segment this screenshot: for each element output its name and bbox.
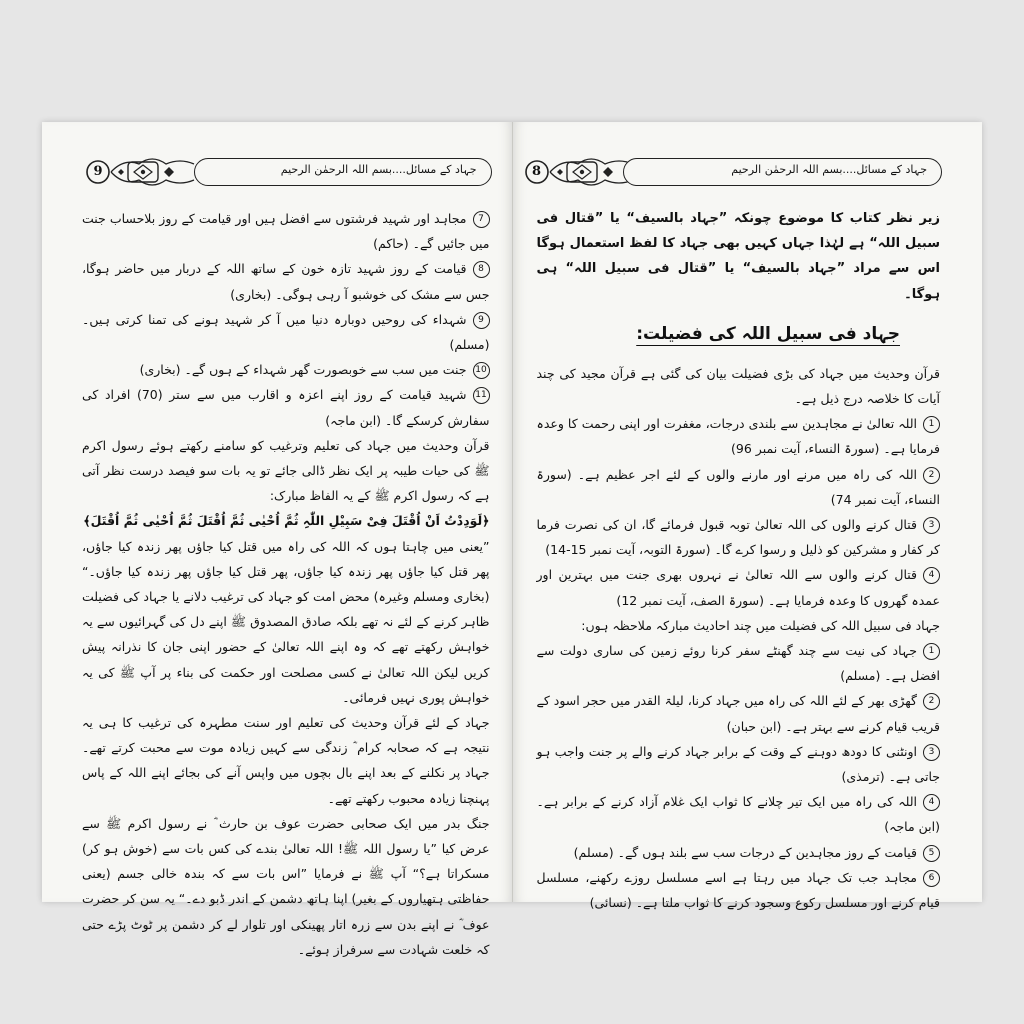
header-title: جہاد کے مسائل....بسم اللہ الرحمٰن الرحیم bbox=[731, 163, 927, 176]
item-text: قتال کرنے والوں سے اللہ تعالیٰ نے نہروں بھری جنت میں بہترین اور عمدہ گھروں کا وعدہ فرمایا ہے۔ (سورۃ الصف، آیت نمبر 12) bbox=[536, 567, 940, 608]
item-number: 5 bbox=[923, 845, 940, 862]
list-item bbox=[82, 307, 490, 357]
item-number: 2 bbox=[923, 467, 940, 484]
paragraph: جہاد فی سبیل اللہ کی فضیلت میں چند احادیث مبارکہ ملاحظہ ہوں: bbox=[581, 617, 940, 633]
intro-paragraph: زیر نظر کتاب کا موضوع چونکہ ”جہاد بالسیف“ یا ”قتال فی سبیل اللہ“ ہے لہٰذا جہاں کہیں بھی جہاد کا لفظ استعمال ہوگا اس سے مراد ”جہاد بالسیف“ یا ”قتال فی سبیل اللہ“ ہی ہوگا۔ bbox=[536, 211, 940, 302]
item-number: 2 bbox=[923, 693, 940, 710]
list-item bbox=[82, 382, 490, 432]
list-item bbox=[82, 357, 490, 382]
item-number: 6 bbox=[923, 870, 940, 887]
list-item bbox=[537, 462, 941, 512]
item-text: گھڑی بھر کے لئے اللہ کی راہ میں جہاد کرنا، لیلۃ القدر میں حجر اسود کے قریب قیام کرنے سے بہتر ہے۔ (ابن حبان) bbox=[536, 693, 940, 734]
arabic-quote: ﴿لَوَدِدْتُ اَنْ اُقْتَلَ فِیْ سَبِیْلِ اللّٰہِ ثُمَّ اُحْیٰی ثُمَّ اُقْتَلَ ثُمَّ اُحْیٰی ثُمَّ اُقْتَلَ﴾ bbox=[83, 513, 490, 529]
page-left bbox=[42, 122, 513, 957]
page-number: 8 bbox=[531, 164, 542, 179]
item-number: 7 bbox=[473, 211, 490, 228]
list-item bbox=[537, 638, 941, 688]
paragraph: جنگ بدر میں ایک صحابی حضرت عوف بن حارث ؓ نے رسول اکرم ﷺ سے عرض کیا ”یا رسول اللہ ﷺ! اللہ تعالیٰ بندے کی کس بات سے (خوش ہو کر) مسکراتا ہے؟“ آپ ﷺ نے فرمایا ”اس بات سے کہ بندہ خالی جسم (یعنی حفاظتی ہتھیاروں کے بغیر) اپنا ہاتھ دشمن کے اندر ڈبو دے۔“ یہ سن کر حضرت عوف ؓ نے اپنے بدن سے زرہ اتار پھینکی اور تلوار لے کر دشمن پر ٹوٹ پڑے حتی کہ خلعت شہادت سے سرفراز ہوئے۔ bbox=[82, 815, 490, 957]
list-item bbox=[537, 840, 941, 865]
list-item bbox=[537, 562, 941, 612]
section-title: جہاد فی سبیل اللہ کی فضیلت: bbox=[636, 323, 900, 344]
item-text: اللہ تعالیٰ نے مجاہدین سے بلندی درجات، مغفرت اور اپنی رحمت کا وعدہ فرمایا ہے۔ (سورۃ النساء، آیت نمبر 96) bbox=[536, 416, 940, 457]
item-text: شہداء کی روحیں دوبارہ دنیا میں آ کر شہید ہونے کی تمنا کرتی ہیں۔ (مسلم) bbox=[82, 311, 490, 353]
paragraph: ”یعنی میں چاہتا ہوں کہ اللہ کی راہ میں قتل کیا جاؤں پھر زندہ کیا جاؤں، پھر قتل کیا جاؤں پھر زندہ کیا جاؤں، پھر قتل کیا جاؤں پھر زندہ کیا جاؤں۔“ (بخاری ومسلم وغیرہ) محض امت کو جہاد کی ترغیب دلانے یا جہاد کی فضیلت ظاہر کرنے کے لئے نہ تھے بلکہ صادق المصدوق ﷺ اپنے دل کی گہرائیوں سے یہ خواہش رکھتے تھے کہ وہ اپنے اللہ تعالیٰ کے حضور اپنی جان کا نذرانہ پیش کریں لیکن اللہ تعالیٰ نے کسی مصلحت اور حکمت کی بناء پر آپ ﷺ کی یہ خواہش پوری نہیں فرمائی۔ bbox=[82, 538, 490, 705]
paragraph: قرآن وحدیث میں جہاد کی تعلیم وترغیب کو سامنے رکھتے ہوئے رسول اکرم ﷺ کی حیات طیبہ پر ایک نظر ڈالی جائے تو یہ بات سو فیصد درست نظر آتی ہے کہ رسول اکرم ﷺ کے یہ الفاظ مبارک: bbox=[82, 437, 490, 504]
header-banner bbox=[623, 158, 943, 186]
item-text: مجاہد اور شہید فرشتوں سے افضل ہیں اور قیامت کے روز بلاحساب جنت میں جائیں گے۔ (حاکم) bbox=[82, 211, 490, 252]
list-item bbox=[537, 789, 941, 839]
item-text: قیامت کے روز مجاہدین کے درجات سب سے بلند ہوں گے۔ (مسلم) bbox=[573, 844, 917, 860]
item-text: جہاد کی نیت سے چند گھنٹے سفر کرنا روئے زمین کی ساری دولت سے افضل ہے۔ (مسلم) bbox=[536, 643, 940, 684]
page-body bbox=[537, 206, 941, 915]
item-number: 4 bbox=[923, 794, 940, 811]
item-number: 1 bbox=[923, 416, 940, 433]
item-text: جنت میں سب سے خوبصورت گھر شہداء کے ہوں گے۔ (بخاری) bbox=[139, 362, 467, 378]
item-text: اونٹنی کا دودھ دوہنے کے وقت کے برابر جہاد کرنے والے پر جنت واجب ہو جاتی ہے۔ (ترمذی) bbox=[536, 743, 940, 785]
list-item bbox=[537, 865, 941, 915]
list-item bbox=[82, 256, 490, 306]
page-header bbox=[84, 150, 492, 196]
item-text: اللہ کی راہ میں ایک تیر چلانے کا ثواب ایک غلام آزاد کرنے کے برابر ہے۔ (ابن ماجہ) bbox=[536, 794, 940, 835]
header-title: جہاد کے مسائل....بسم اللہ الرحمٰن الرحیم bbox=[280, 163, 477, 176]
item-text: قیامت کے روز شہید تازہ خون کے ساتھ اللہ کے دربار میں حاضر ہوگا، جس سے مشک کی خوشبو آ رہی ہوگی۔ (بخاری) bbox=[82, 261, 490, 302]
item-number: 8 bbox=[473, 261, 490, 278]
item-number: 9 bbox=[473, 312, 490, 329]
item-number: 1 bbox=[923, 643, 940, 660]
header-banner bbox=[194, 158, 492, 186]
page-number: 9 bbox=[93, 164, 103, 179]
item-number: 4 bbox=[923, 567, 940, 584]
item-number: 10 bbox=[473, 362, 490, 379]
item-text: اللہ کی راہ میں مرنے اور مارنے والوں کے لئے اجر عظیم ہے۔ (سورۃ النساء، آیت نمبر 74) bbox=[536, 466, 940, 507]
list-item bbox=[537, 688, 941, 738]
item-number: 11 bbox=[473, 387, 490, 404]
paragraph: قرآن وحدیث میں جہاد کی بڑی فضیلت بیان کی گئی ہے قرآن مجید کی چند آیات کا خلاصہ درج ذیل ہے۔ bbox=[536, 365, 940, 407]
item-text: قتال کرنے والوں کی اللہ تعالیٰ توبہ قبول فرمائے گا، ان کی نصرت فرما کر کفار و مشرکین کو ذلیل و رسوا کرے گا۔ (سورۃ التوبہ، آیت نمبر 15-14) bbox=[536, 517, 940, 558]
item-number: 3 bbox=[923, 744, 940, 761]
list-item bbox=[537, 512, 941, 562]
item-text: شہید قیامت کے روز اپنے اعزہ و اقارب میں سے ستر (70) افراد کی سفارش کرسکے گا۔ (ابن ماجہ) bbox=[82, 387, 490, 428]
open-book bbox=[42, 122, 982, 957]
list-item bbox=[537, 739, 941, 789]
page-header bbox=[523, 150, 943, 196]
item-text: مجاہد جب تک جہاد میں رہتا ہے اسے مسلسل روزے رکھنے، مسلسل قیام کرنے اور مسلسل رکوع وسجود کرنے کا ثواب ملتا ہے۔ (نسائی) bbox=[536, 869, 940, 911]
page-body bbox=[82, 206, 490, 962]
paragraph: جہاد کے لئے قرآن وحدیث کی تعلیم اور سنت مطہرہ کی ترغیب کا ہی یہ نتیجہ ہے کہ صحابہ کرام ؓ زندگی سے کہیں زیادہ موت سے محبت کرتے تھے۔ جہاد پر نکلنے کے بعد اپنے بال بچوں میں واپس آنے کی بجائے اپنے اللہ کے پاس پہنچنا زیادہ محبوب رکھتے تھے۔ bbox=[82, 715, 490, 806]
list-item bbox=[82, 206, 490, 256]
page-right bbox=[513, 122, 983, 911]
list-item bbox=[537, 411, 941, 461]
item-number: 3 bbox=[923, 517, 940, 534]
